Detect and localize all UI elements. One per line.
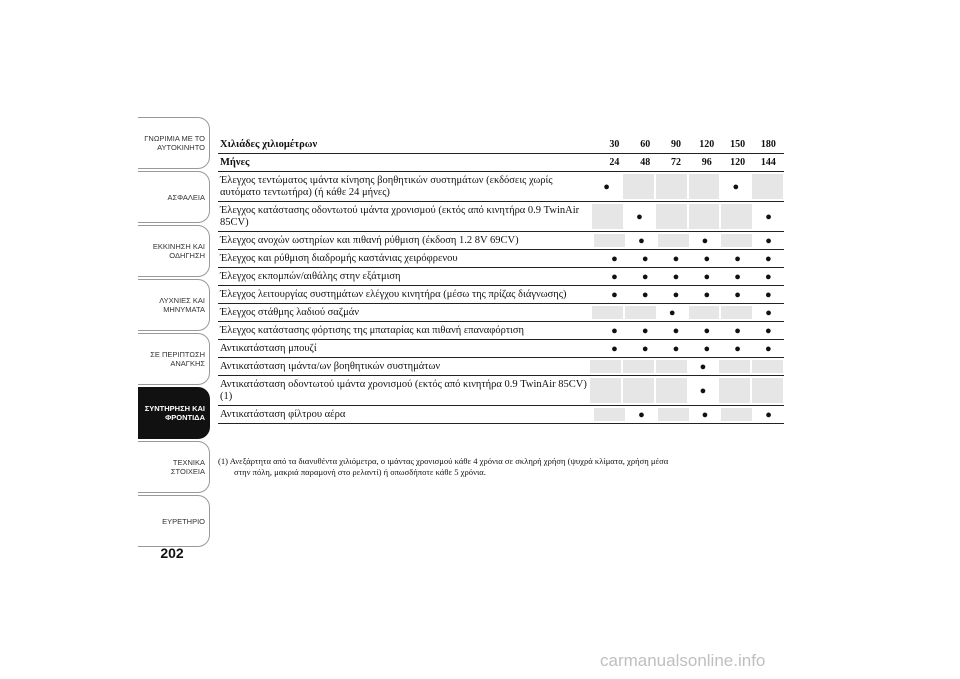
chapter-tab-intro[interactable]: ΓΝΩΡΙΜΙΑ ΜΕ ΤΟ ΑΥΤΟΚΙΝΗΤΟ [138,117,210,169]
bullet-icon: ● [765,342,772,355]
header-km-row [218,136,784,154]
empty-cell [719,378,750,403]
bullet-icon: ● [603,180,610,193]
bullet-icon: ● [699,360,707,373]
bullet-icon: ● [641,288,649,301]
table-row [218,202,784,232]
empty-cell [656,360,687,373]
header-km-value: 180 [760,139,776,150]
empty-cell [689,306,720,319]
interval-mark-cell [691,286,722,303]
bullet-icon: ● [703,324,711,337]
header-months-label: Μήνες [220,157,250,168]
bullet-icon: ● [765,252,772,265]
empty-cell [689,174,720,199]
interval-mark-cell [690,232,721,249]
interval-mark-cell [599,286,630,303]
watermark: carmanualsonline.info [600,651,766,670]
bullet-icon: ● [672,288,680,301]
row-label: Έλεγχος λειτουργίας συστημάτων ελέγχου κινητήρα (μέσω της πρίζας διάγνωσης) [220,289,567,300]
interval-mark-cell [722,322,753,339]
row-label: Αντικατάσταση ιμάντα/ων βοηθητικών συστημάτων [220,361,441,372]
empty-cell [721,234,752,247]
header-km-value: 150 [730,139,746,150]
bullet-icon: ● [641,270,649,283]
table-row [218,322,784,340]
bullet-icon: ● [765,408,772,421]
header-months-value: 72 [670,157,681,168]
empty-cell [658,234,689,247]
interval-mark-cell [690,406,721,423]
empty-cell [658,408,689,421]
empty-cell [719,360,750,373]
header-months-value: 144 [760,157,776,168]
footnote-line: (1) Ανεξάρτητα από τα διανυθέντα χιλιόμετρα, ο ιμάντας χρονισμού κάθε 4 χρόνια σε σκληρή χρήση (ψυχρά κλίματα, χρήση μέσα [218,456,669,466]
interval-mark-cell [630,340,661,357]
table-row [218,250,784,268]
table-row [218,340,784,358]
header-km-value: 120 [699,139,715,150]
interval-mark-cell [691,322,722,339]
interval-mark-cell [599,340,630,357]
bullet-icon: ● [701,234,709,247]
bullet-icon: ● [636,210,643,223]
table-row [218,304,784,322]
interval-mark-cell [753,340,784,357]
bullet-icon: ● [765,270,772,283]
bullet-icon: ● [611,270,618,283]
header-months-value: 48 [640,157,651,168]
row-label: Έλεγχος τεντώματος ιμάντα κίνησης βοηθητικών συστημάτων (εκδόσεις χωρίς αυτόματο τεντωτήρα) (ή κάθε 24 μήνες) [220,175,553,198]
header-km-value: 90 [670,139,681,150]
chapter-sidebar [138,117,212,543]
chapter-tab-technical[interactable]: ΤΕΧΝΙΚΑ ΣΤΟΙΧΕΙΑ [138,441,210,493]
bullet-icon: ● [668,306,676,319]
interval-mark-cell [626,232,657,249]
bullet-icon: ● [765,288,772,301]
bullet-icon: ● [638,408,645,421]
empty-cell [592,306,623,319]
bullet-icon: ● [734,324,741,337]
interval-mark-cell [720,172,751,201]
bullet-icon: ● [703,270,711,283]
table-row [218,358,784,376]
page-number: 202 [160,545,184,561]
interval-mark-cell [753,406,784,423]
bullet-icon: ● [641,324,649,337]
bullet-icon: ● [672,270,680,283]
interval-mark-cell [657,304,688,321]
table-body [218,172,784,424]
empty-cell [752,174,783,199]
empty-cell [623,174,654,199]
interval-mark-cell [661,268,692,285]
bullet-icon: ● [765,324,772,337]
bullet-icon: ● [765,210,772,223]
empty-cell [752,360,783,373]
row-label: Έλεγχος κατάστασης φόρτισης της μπαταρίας και πιθανή επαναφόρτιση [220,325,525,336]
interval-mark-cell [753,322,784,339]
table-row [218,286,784,304]
interval-mark-cell [630,268,661,285]
bullet-icon: ● [703,342,711,355]
interval-mark-cell [624,202,655,231]
interval-mark-cell [753,286,784,303]
bullet-icon: ● [701,408,709,421]
interval-mark-cell [630,286,661,303]
interval-mark-cell [661,322,692,339]
interval-mark-cell [661,340,692,357]
bullet-icon: ● [672,342,680,355]
interval-mark-cell [630,250,661,267]
header-months-row [218,154,784,172]
chapter-tab-warnings[interactable]: ΛΥΧΝΙΕΣ ΚΑΙ ΜΗΝΥΜΑΤΑ [138,279,210,331]
footnote [218,456,778,477]
interval-mark-cell [688,358,719,375]
empty-cell [623,378,654,403]
table-row [218,376,784,406]
interval-mark-cell [753,202,784,231]
empty-cell [623,360,654,373]
row-label: Έλεγχος ανοχών ωστηρίων και πιθανή ρύθμιση (έκδοση 1.2 8V 69CV) [220,235,519,246]
interval-mark-cell [691,268,722,285]
interval-mark-cell [630,322,661,339]
header-months-value: 96 [701,157,712,168]
header-km-value: 30 [609,139,620,150]
chapter-tab-starting[interactable]: ΕΚΚΙΝΗΣΗ ΚΑΙ ΟΔΗΓΗΣΗ [138,225,210,277]
empty-cell [689,204,720,229]
footnote-line: στην πόλη, μακριά παραμονή στο ρελαντί) ή οπωσδήποτε κάθε 5 χρόνια. [234,466,486,477]
chapter-tab-maintenance[interactable]: ΣΥΝΤΗΡΗΣΗ ΚΑΙ ΦΡΟΝΤΙΔΑ [138,387,210,439]
bullet-icon: ● [765,234,772,247]
row-label: Αντικατάσταση οδοντωτού ιμάντα χρονισμού (εκτός από κινητήρα 0.9 TwinAir 85CV) (1) [220,379,587,402]
bullet-icon: ● [672,252,680,265]
empty-cell [590,360,621,373]
empty-cell [721,306,752,319]
row-label: Έλεγχος εκπομπών/αιθάλης στην εξάτμιση [220,271,401,282]
bullet-icon: ● [734,270,741,283]
table-row [218,232,784,250]
bullet-icon: ● [734,252,741,265]
bullet-icon: ● [732,180,740,193]
row-label: Έλεγχος κατάστασης οδοντωτού ιμάντα χρονισμού (εκτός από κινητήρα 0.9 TwinAir 85CV) [220,205,580,228]
empty-cell [590,378,621,403]
bullet-icon: ● [611,288,618,301]
interval-mark-cell [661,286,692,303]
bullet-icon: ● [672,324,680,337]
interval-mark-cell [722,340,753,357]
row-label: Έλεγχος στάθμης λαδιού σαζμάν [220,307,360,318]
interval-mark-cell [753,250,784,267]
interval-mark-cell [626,406,657,423]
header-km-value: 60 [640,139,651,150]
bullet-icon: ● [703,288,711,301]
interval-mark-cell [753,304,784,321]
interval-mark-cell [691,250,722,267]
interval-mark-cell [753,268,784,285]
table-row [218,268,784,286]
interval-mark-cell [661,250,692,267]
empty-cell [594,234,625,247]
row-label: Αντικατάσταση φίλτρου αέρα [220,409,346,420]
interval-mark-cell [688,376,719,405]
empty-cell [594,408,625,421]
maintenance-table [218,136,784,424]
bullet-icon: ● [699,384,707,397]
empty-cell [721,204,752,229]
bullet-icon: ● [641,342,649,355]
chapter-tab-index[interactable]: ΕΥΡΕΤΗΡΙΟ [138,495,210,547]
table-row [218,406,784,424]
interval-mark-cell [599,322,630,339]
row-label: Αντικατάσταση μπουζί [220,343,317,354]
header-months-value: 120 [730,157,746,168]
empty-cell [752,378,783,403]
bullet-icon: ● [638,234,645,247]
interval-mark-cell [722,250,753,267]
bullet-icon: ● [765,306,772,319]
header-months-value: 24 [609,157,620,168]
empty-cell [656,174,687,199]
interval-mark-cell [599,268,630,285]
bullet-icon: ● [611,324,618,337]
bullet-icon: ● [611,342,618,355]
empty-cell [721,408,752,421]
interval-mark-cell [722,268,753,285]
empty-cell [656,378,687,403]
chapter-tab-safety[interactable]: ΑΣΦΑΛΕΙΑ [138,171,210,223]
row-label: Έλεγχος και ρύθμιση διαδρομής καστάνιας χειρόφρενου [220,253,458,264]
header-km-label: Χιλιάδες χιλιομέτρων [220,139,318,150]
bullet-icon: ● [641,252,649,265]
bullet-icon: ● [703,252,711,265]
bullet-icon: ● [734,288,741,301]
empty-cell [592,204,623,229]
table-row [218,172,784,202]
bullet-icon: ● [734,342,741,355]
empty-cell [625,306,656,319]
interval-mark-cell [599,250,630,267]
interval-mark-cell [722,286,753,303]
empty-cell [656,204,687,229]
bullet-icon: ● [611,252,618,265]
interval-mark-cell [691,340,722,357]
interval-mark-cell [591,172,622,201]
interval-mark-cell [753,232,784,249]
chapter-tab-emergency[interactable]: ΣΕ ΠΕΡΙΠΤΩΣΗ ΑΝΑΓΚΗΣ [138,333,210,385]
